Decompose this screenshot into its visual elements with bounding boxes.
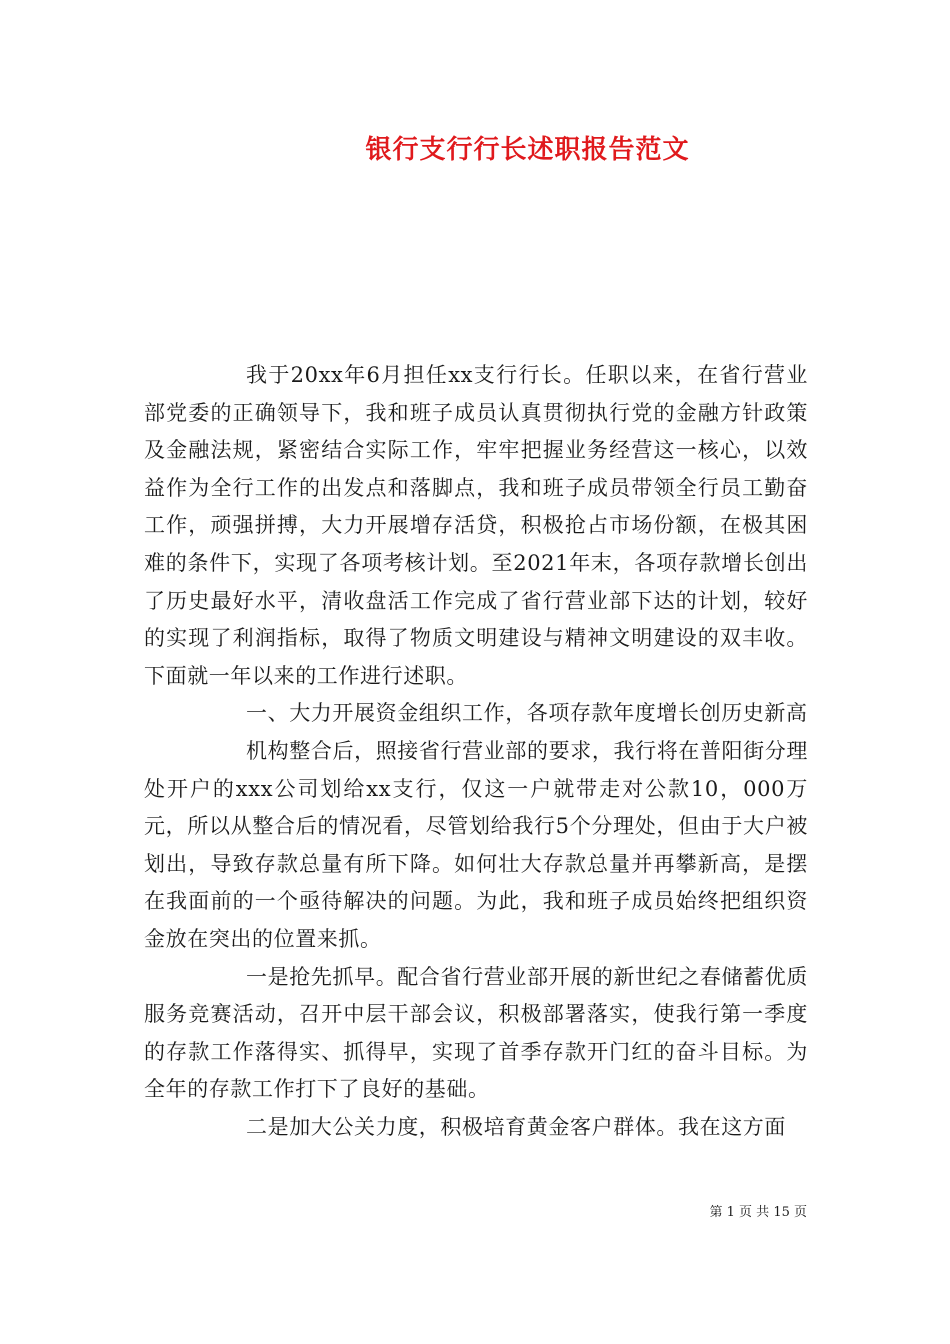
paragraph-institution-merger: 机构整合后，照接省行营业部的要求，我行将在普阳街分理处开户的xxx公司划给xx支行，仅这一户就带走对公款10，000万元，所以从整合后的情况看，尽管划给我行5个分理处，但由于大户被划出，导致存款总量有所下降。如何壮大存款总量并再攀新高，是摆在我面前的一个亟待解决的问题。为此，我和班子成员始终把组织资金放在突出的位置来抓。 [144,738,808,951]
document-body [144,357,808,1146]
paragraph-intro: 我于20xx年6月担任xx支行行长。任职以来，在省行营业部党委的正确领导下，我和班子成员认真贯彻执行党的金融方针政策及金融法规，紧密结合实际工作，牢牢把握业务经营这一核心，以效益作为全行工作的出发点和落脚点，我和班子成员带领全行员工勤奋工作，顽强拼搏，大力开展增存活贷，积极抢占市场份额，在极其困难的条件下，实现了各项考核计划。至2021年末，各项存款增长创出了历史最好水平，清收盘活工作完成了省行营业部下达的计划，较好的实现了利润指标，取得了物质文明建设与精神文明建设的双丰收。下面就一年以来的工作进行述职。 [144,363,808,688]
paragraph-point-one: 一是抢先抓早。配合省行营业部开展的新世纪之春储蓄优质服务竞赛活动，召开中层干部会议，积极部署落实，使我行第一季度的存款工作落得实、抓得早，实现了首季存款开门红的奋斗目标。为全年的存款工作打下了良好的基础。 [144,964,808,1102]
section-heading-1: 一、大力开展资金组织工作，各项存款年度增长创历史新高 [246,701,808,726]
document-title: 银行支行行长述职报告范文 [365,135,690,165]
page-number-footer: 第 1 页 共 15 页 [709,1205,807,1220]
paragraph-point-two: 二是加大公关力度，积极培育黄金客户群体。我在这方面 [246,1114,786,1139]
